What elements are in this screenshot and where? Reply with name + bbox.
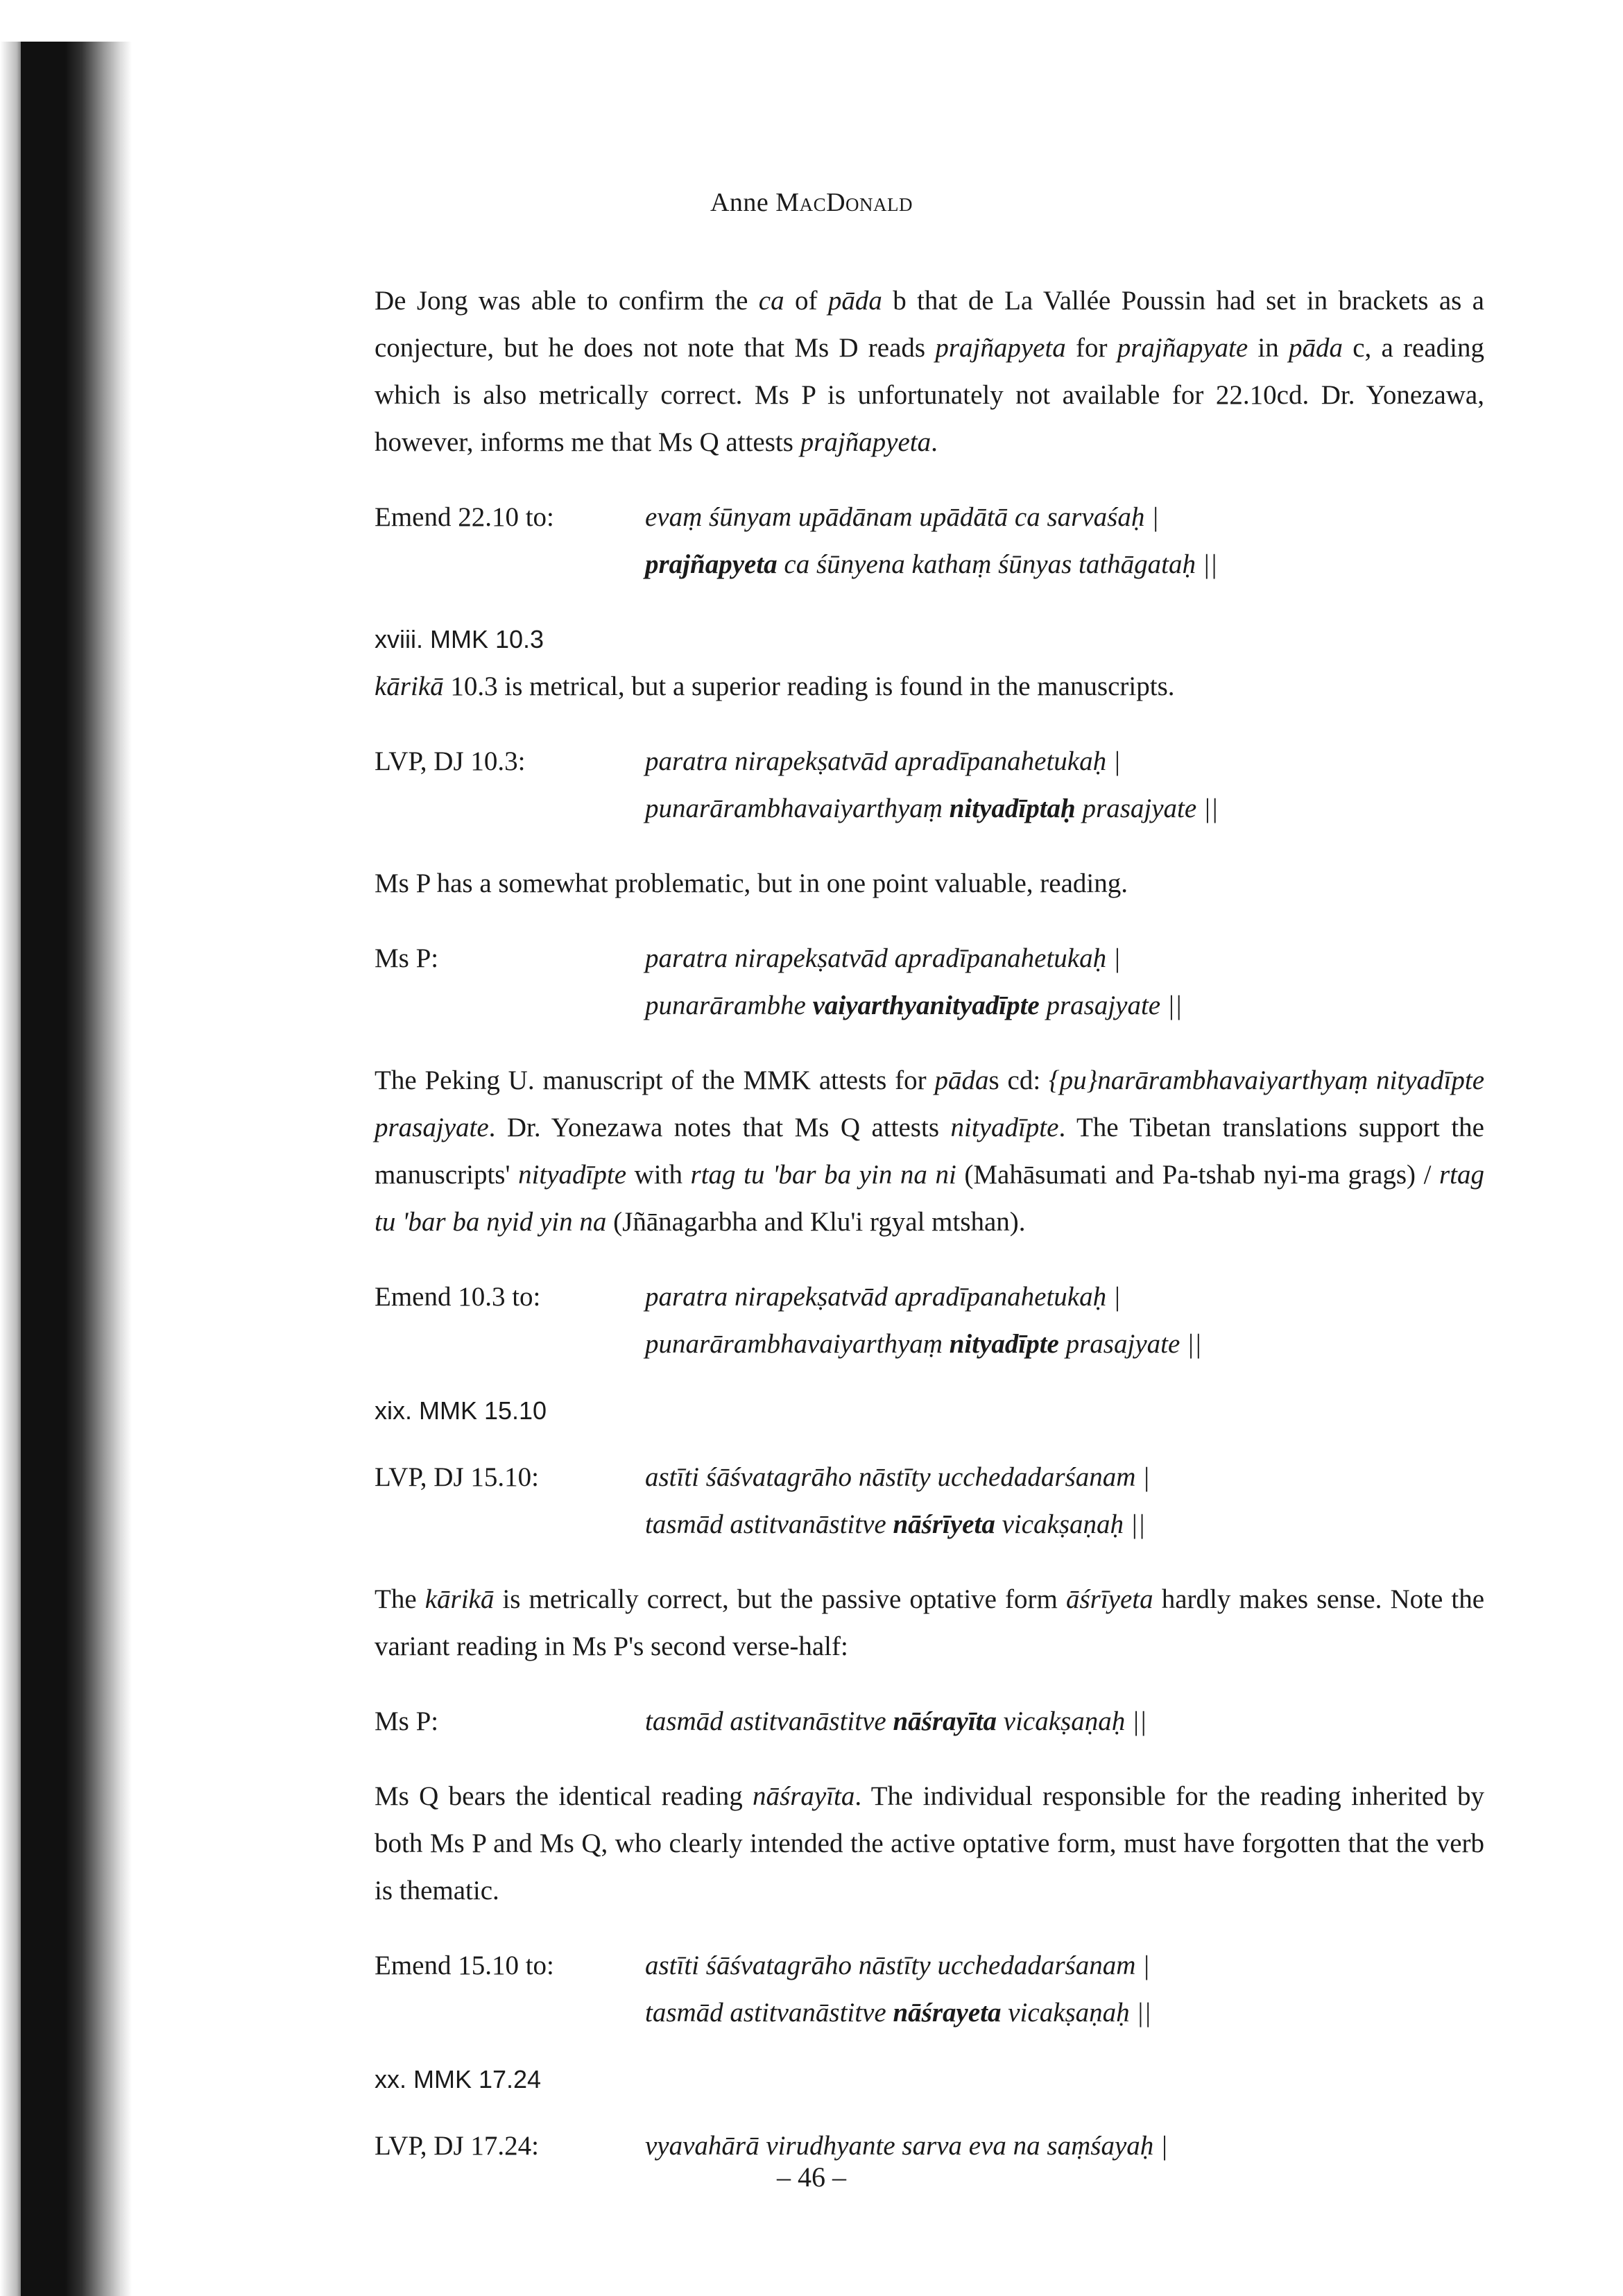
- verse-lvp-10-3: [375, 738, 1484, 832]
- verse-label: Emend 15.10 to:: [375, 1951, 554, 1980]
- verse-emend-15-10: [375, 1942, 1484, 2037]
- verse-text: astīti śāśvatagrāho nāstīty ucchedadarśanam | tasmād astitvanāstitve nāśrayeta vicakṣaṇaḥ ||: [645, 1951, 1151, 2028]
- verse-label: LVP, DJ 10.3:: [375, 746, 526, 776]
- section-heading-xix: xix. MMK 15.10: [375, 1396, 547, 1425]
- verse-text: evaṃ śūnyam upādānam upādātā ca sarvaśaḥ | prajñapyeta ca śūnyena kathaṃ śūnyas tathāgataḥ ||: [645, 502, 1218, 579]
- section-heading-xviii: xviii. MMK 10.3: [375, 625, 544, 653]
- verse-text: paratra nirapekṣatvād apradīpanahetukaḥ | punarārambhe vaiyarthyanityadīpte prasajyate ||: [645, 943, 1183, 1020]
- verse-ms-p-15-10: [375, 1698, 1484, 1745]
- paragraph-4: The Peking U. manuscript of the MMK attests for pādas cd: {pu}narārambhavaiyarthyaṃ nityadīpte prasajyate. Dr. Yonezawa notes that Ms Q attests nityadīpte. The Tibetan translations support the manuscripts' nityadīpte with rtag tu 'bar ba yin na ni (Mahāsumati and Pa-tshab nyi-ma grags) / rtag tu 'bar ba nyid yin na (Jñānagarbha and Klu'i rgyal mtshan).: [375, 1065, 1485, 1237]
- verse-emend-22-10: [375, 494, 1484, 588]
- verse-label: Emend 10.3 to:: [375, 1282, 541, 1312]
- page-body: [375, 277, 1484, 2170]
- verse-label: LVP, DJ 17.24:: [375, 2131, 539, 2161]
- verse-label: Ms P:: [375, 1706, 439, 1736]
- paragraph-5: The kārikā is metrically correct, but the passive optative form āśrīyeta hardly makes sense. Note the variant reading in Ms P's second verse-half:: [375, 1584, 1484, 1661]
- verse-text: paratra nirapekṣatvād apradīpanahetukaḥ | punarārambhavaiyarthyaṃ nityadīptaḥ prasajyate ||: [645, 746, 1219, 823]
- running-header: Anne MacDonald: [710, 188, 913, 217]
- paragraph-2: kārikā 10.3 is metrical, but a superior reading is found in the manuscripts.: [375, 671, 1175, 701]
- verse-text: astīti śāśvatagrāho nāstīty ucchedadarśanam | tasmād astitvanāstitve nāśrīyeta vicakṣaṇaḥ ||: [645, 1462, 1150, 1539]
- verse-text: vyavahārā virudhyante sarva eva na saṃśayaḥ |: [645, 2131, 1168, 2161]
- scan-binding-shadow: [21, 42, 132, 2296]
- section-heading-xx: xx. MMK 17.24: [375, 2065, 542, 2093]
- verse-text: paratra nirapekṣatvād apradīpanahetukaḥ | punarārambhavaiyarthyaṃ nityadīpte prasajyate ||: [645, 1282, 1202, 1359]
- verse-ms-p-10-3: [375, 935, 1484, 1029]
- verse-label: Emend 22.10 to:: [375, 502, 554, 532]
- verse-lvp-15-10: [375, 1454, 1484, 1548]
- paragraph-6: Ms Q bears the identical reading nāśrayīta. The individual responsible for the reading inherited by both Ms P and Ms Q, who clearly intended the active optative form, must have forgotten that the verb is thematic.: [375, 1781, 1484, 1905]
- page-number: – 46 –: [777, 2161, 846, 2193]
- paragraph-3: Ms P has a somewhat problematic, but in one point valuable, reading.: [375, 868, 1128, 898]
- paragraph-1: De Jong was able to confirm the ca of pāda b that de La Vallée Poussin had set in brackets as a conjecture, but he does not note that Ms D reads prajñapyeta for prajñapyate in pāda c, a reading which is also metrically correct. Ms P is unfortunately not available for 22.10cd. Dr. Yonezawa, however, informs me that Ms Q attests prajñapyeta.: [375, 286, 1484, 457]
- verse-label: LVP, DJ 15.10:: [375, 1462, 539, 1492]
- verse-text: tasmād astitvanāstitve nāśrayīta vicakṣaṇaḥ ||: [645, 1706, 1147, 1736]
- verse-label: Ms P:: [375, 943, 439, 973]
- verse-emend-10-3: [375, 1274, 1484, 1368]
